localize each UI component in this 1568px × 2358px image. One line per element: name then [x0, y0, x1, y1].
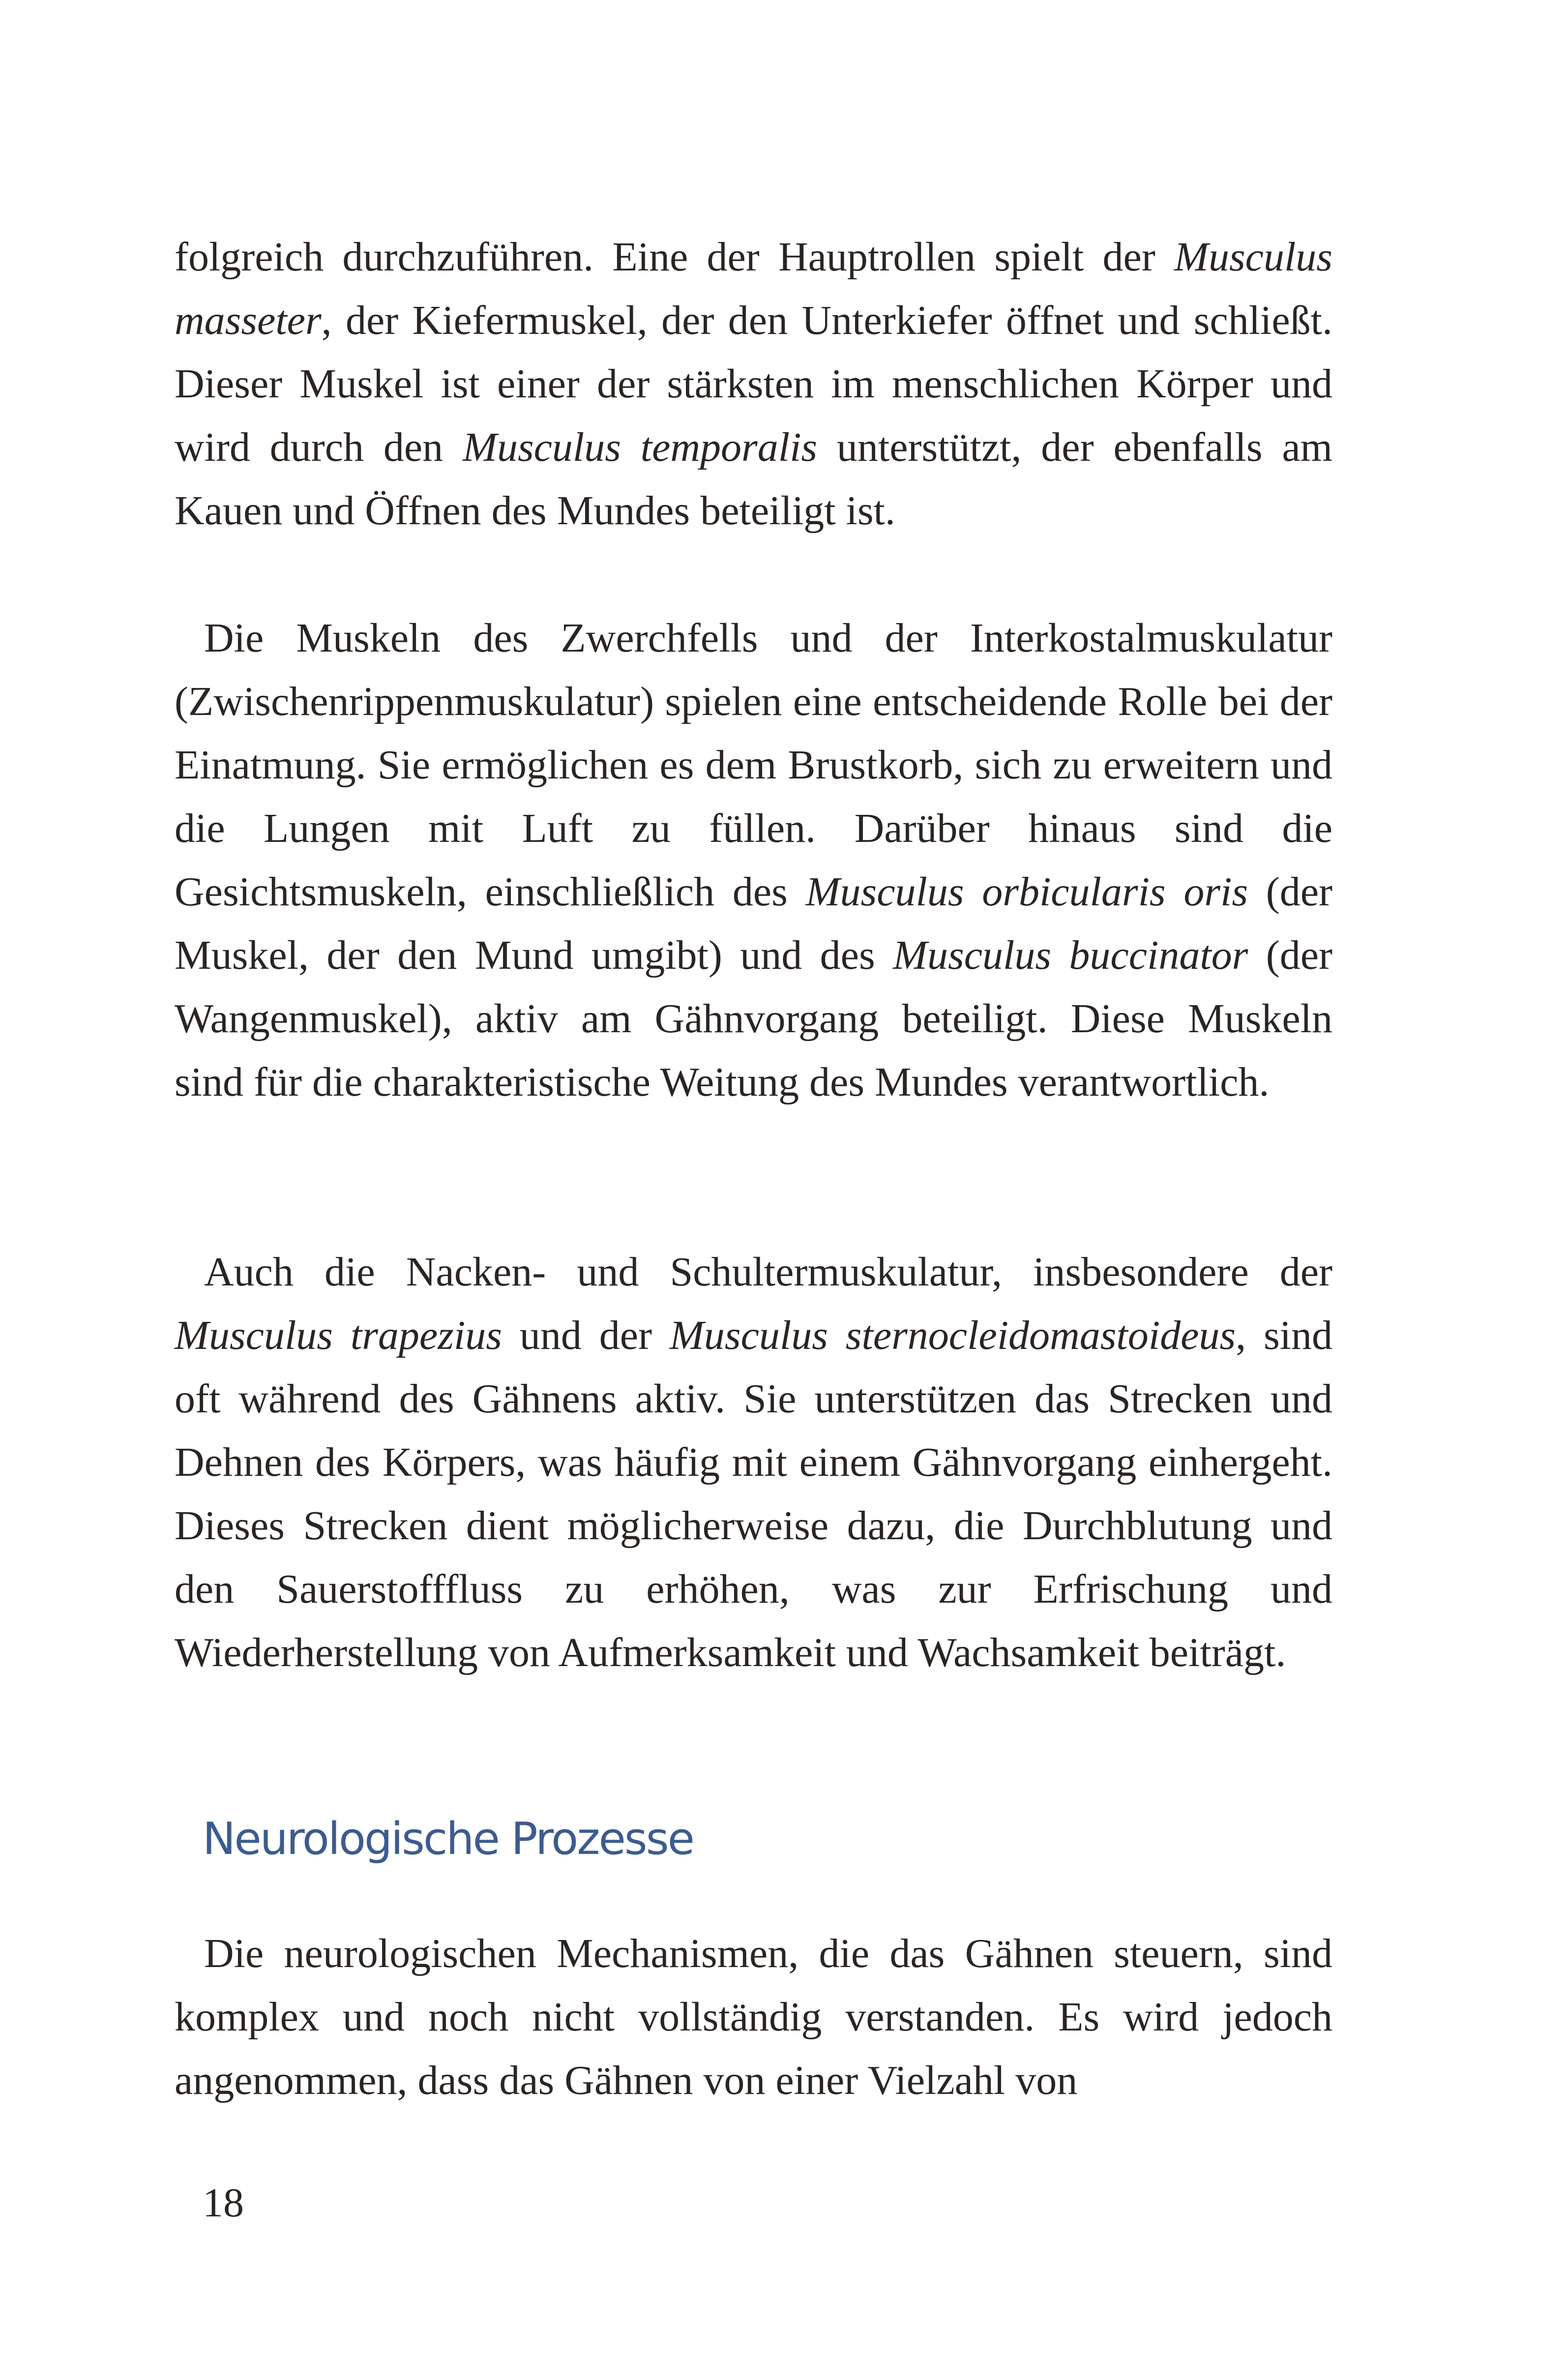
paragraph-text: [175, 1922, 1332, 2112]
text-run: Auch die Nacken- und Schultermuskulatur, insbesondere der: [204, 1249, 1332, 1295]
paragraph-neurological-mechanisms: [175, 1922, 1332, 2112]
page-number: 18: [203, 2180, 244, 2226]
text-run-italic: Musculus buccinator: [893, 932, 1248, 978]
text-run-italic: Musculus orbicularis oris: [805, 869, 1248, 915]
text-run: Die neurologischen Mechanismen, die das Gähnen steuern, sind komplex und noch nicht vollständig verstanden. Es wird jedoch angenommen, dass das Gähnen von einer Vielzahl von: [175, 1931, 1332, 2103]
text-run: unterstützt, der ebenfalls am Kauen und Öffnen des Mundes beteiligt ist.: [175, 424, 1332, 534]
text-run: Die Muskeln des Zwerchfells und der Interkostalmuskulatur (Zwischenrippenmuskulatur) spielen eine entscheidende Rolle bei der Einatmung. Sie ermöglichen es dem Brustkorb, sich zu erweitern und die Lungen mit Luft zu füllen. Darüber hinaus sind die Gesichtsmuskeln, einschließlich des: [175, 615, 1332, 915]
text-run-italic: Musculus trapezius: [175, 1313, 502, 1358]
section-heading: Neurologische Prozesse: [203, 1813, 693, 1865]
text-run-italic: Musculus sternocleidomastoideus: [669, 1313, 1236, 1358]
text-run-italic: Musculus masseter: [175, 234, 1332, 343]
text-run: , sind oft während des Gähnens aktiv. Sie unterstützen das Strecken und Dehnen des Körpers, was häufig mit einem Gähnvorgang einhergeht. Dieses Strecken dient möglicherweise dazu, die Durchblutung und den Sauerstofffluss zu erhöhen, was zur Erfrischung und Wiederherstellung von Aufmerksamkeit und Wachsamkeit beiträgt.: [175, 1313, 1333, 1675]
text-run: (der Muskel, der den Mund umgibt) und des: [175, 869, 1332, 978]
text-run: und der: [502, 1313, 670, 1358]
paragraph-text: [175, 225, 1332, 542]
paragraph-text: [175, 1240, 1332, 1684]
text-run-italic: Musculus temporalis: [462, 424, 818, 470]
text-run: (der Wangenmuskel), aktiv am Gähnvorgang beteiligt. Diese Muskeln sind für die charakteristische Weitung des Mundes verantwortlich.: [175, 932, 1332, 1105]
paragraph-breathing-facial-muscles: [175, 606, 1332, 1114]
paragraph-neck-shoulder-muscles: [175, 1240, 1332, 1684]
paragraph-text: [175, 606, 1332, 1114]
paragraph-chewing-muscles: [175, 225, 1332, 542]
text-run: , der Kiefermuskel, der den Unterkiefer öffnet und schließt. Dieser Muskel ist einer der stärksten im menschlichen Körper und wird durch den: [175, 298, 1332, 470]
text-run: folgreich durchzuführen. Eine der Hauptrollen spielt der: [175, 234, 1175, 280]
